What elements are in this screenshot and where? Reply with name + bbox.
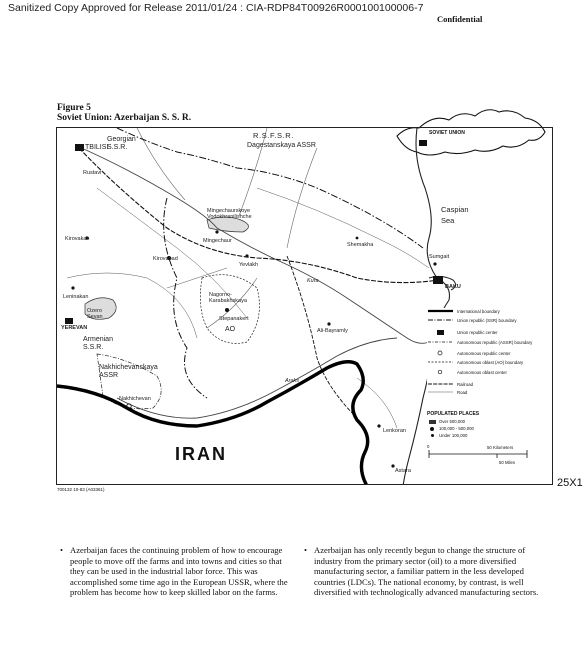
label-kirovabad: Kirovabad <box>153 256 178 262</box>
label-sumgait: Sumgait <box>429 254 450 260</box>
label-mingechaur-city: Mingechaur <box>203 238 232 244</box>
label-iran: IRAN <box>175 444 227 464</box>
legend-item: Autonomous republic center <box>457 351 511 356</box>
populated-small-symbol <box>431 434 434 437</box>
release-header: Sanitized Copy Approved for Release 2011/01/24 : CIA-RDP84T00926R000100100006-7 <box>8 2 424 14</box>
legend-item: Union republic (SSR) boundary <box>457 318 517 323</box>
redaction-code: 25X1 <box>557 477 583 489</box>
figure-number: Figure 5 <box>57 103 91 113</box>
label-caspian-sea: Caspian Sea <box>441 205 469 225</box>
figure-credit: 700132 10-83 (A03361) <box>57 487 105 492</box>
bullet-left-text: Azerbaijan faces the continuing problem of how to encourage people to move off the farms and into towns and cities so that they can be used in the industrial labor force. This was accomplished some time ago in the European USSR, where the problem has become how to keep skilled labor on the farms. <box>70 545 288 597</box>
legend-item: Autonomous oblast (AO) boundary <box>457 360 524 365</box>
label-georgian-ssr: Georgian S.S.R. <box>107 136 136 151</box>
label-ozero-sevan: Ozero Sevan <box>87 308 103 320</box>
label-nakhichevan-assr: Nakhichevanskaya ASSR <box>99 364 158 379</box>
populated-item: Over 500,000 <box>439 419 466 424</box>
label-leninakan: Leninakan <box>63 294 89 300</box>
populated-medium-symbol <box>430 427 434 431</box>
legend-symbols <box>427 308 455 418</box>
populated-large-symbol <box>429 420 436 424</box>
iran-boundary <box>57 362 368 485</box>
bullet-right-text: Azerbaijan has only recently begun to change the structure of industry from the primary sector (oil) to a more diversified manufacturing sector, a familiar pattern in the less developed countries (LDCs). The national economy, by contrast, is well diversified with technologically advanced manufacturing sectors. <box>314 545 539 597</box>
populated-item: 100,000 - 500,000 <box>439 426 474 431</box>
label-kirovakan: Kirovakan <box>65 236 90 242</box>
bullet-marker: • <box>60 545 64 555</box>
label-nakhichevan-city: Nakhichevan <box>119 396 151 402</box>
legend-item: International boundary <box>457 309 500 314</box>
label-astara: Astara <box>395 468 411 474</box>
label-shemakha: Shemakha <box>347 242 374 248</box>
label-kura-river: Kura <box>307 278 319 284</box>
yerevan-symbol <box>65 318 73 324</box>
label-tbilisi: TBILISI <box>85 144 109 151</box>
label-yerevan: YEREVAN <box>61 325 88 331</box>
legend-item: Autonomous oblast center <box>457 370 507 375</box>
label-stepanakert: Stepanakert <box>219 316 249 322</box>
azerbaijan-map <box>56 127 553 485</box>
legend-item: Railroad <box>457 382 474 387</box>
label-rsfsr: R.S.F.S.R. <box>253 131 295 140</box>
scale-km-label: 50 Kilometers <box>487 445 514 450</box>
populated-item: Under 100,000 <box>439 433 468 438</box>
bullet-marker: • <box>304 545 308 555</box>
label-ao: AO <box>225 326 236 333</box>
label-baku: BAKU <box>445 284 461 290</box>
bullet-left <box>60 545 296 598</box>
map-legend <box>427 308 547 478</box>
legend-item: Union republic center <box>457 330 498 335</box>
label-araks-river: Araks <box>285 378 300 384</box>
label-dagestan: Dagestanskaya ASSR <box>247 142 316 149</box>
label-ali-bayramly: Ali-Bayramly <box>317 328 348 334</box>
legend-item: Road <box>457 390 468 395</box>
label-rustavi: Rustavi <box>83 170 102 176</box>
tbilisi-symbol <box>75 144 84 151</box>
bullet-right <box>304 545 540 598</box>
label-yevlakh: Yevlakh <box>239 262 259 268</box>
scale-zero: 0 <box>427 444 430 449</box>
populated-places-title: POPULATED PLACES <box>427 411 480 417</box>
scale-mi-label: 50 Miles <box>499 460 516 465</box>
label-nagorno-karabakh: Nagorno- Karabakhskaya <box>209 292 247 304</box>
baku-symbol <box>433 276 443 284</box>
figure-title: Soviet Union: Azerbaijan S. S. R. <box>57 113 192 123</box>
legend-item: Autonomous republic (ASSR) boundary <box>457 340 533 345</box>
label-armenian-ssr: Armenian S.S.R. <box>83 336 113 351</box>
label-lenkoran: Lenkoran <box>383 428 406 434</box>
inset-label: SOVIET UNION <box>429 130 465 136</box>
armenian-boundary <box>164 198 207 398</box>
label-mingechaur-reservoir: Mingechaurskoye Vodokhranilishche <box>207 208 252 220</box>
classification-label: Confidential <box>437 14 483 24</box>
figure-title-block <box>57 103 191 123</box>
